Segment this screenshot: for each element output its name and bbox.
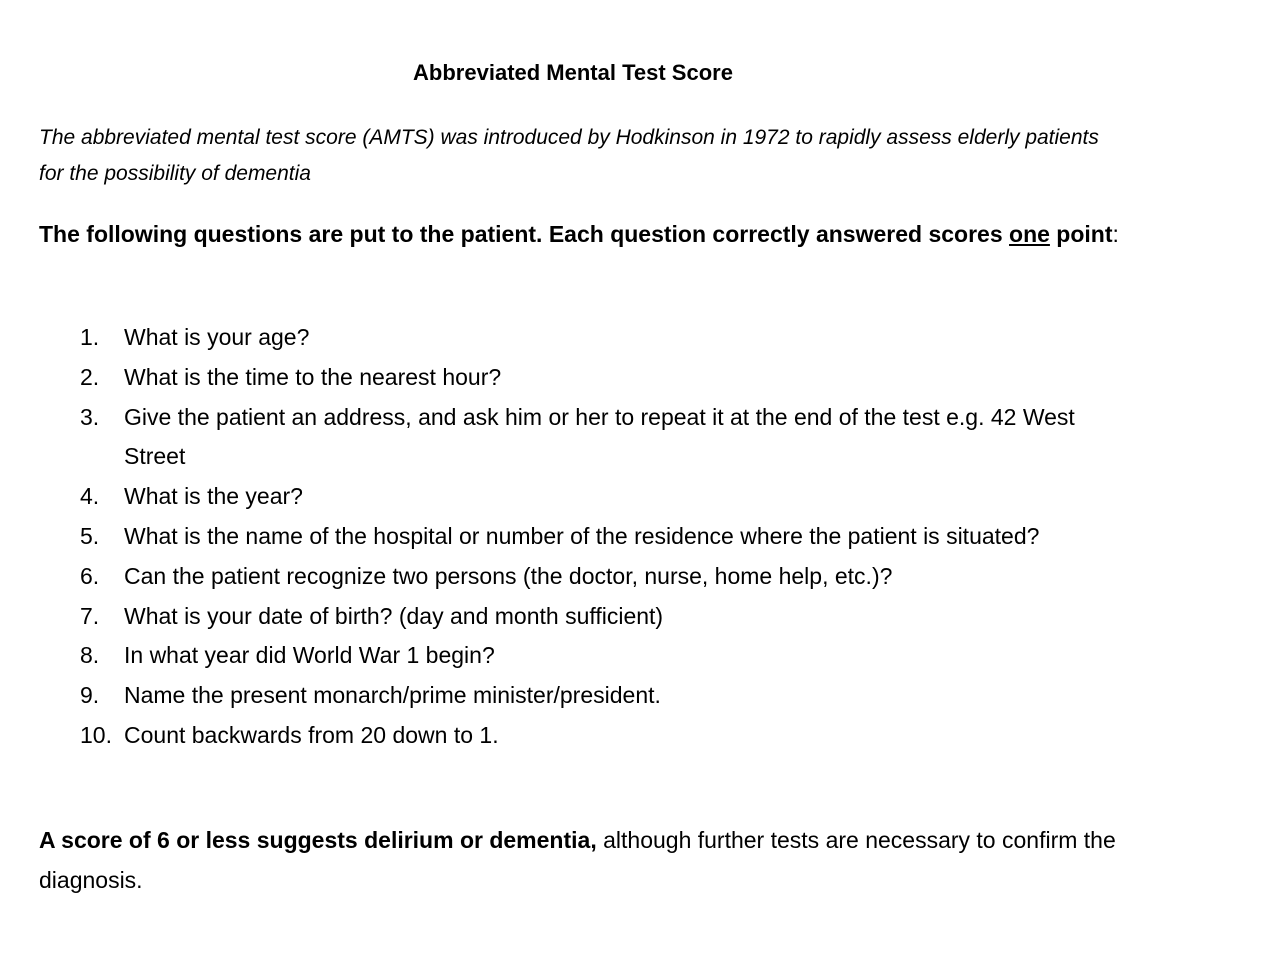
question-item [80, 557, 1080, 597]
question-text: What is the year? [124, 483, 303, 510]
question-text: What is your date of birth? (day and month sufficient) [124, 602, 664, 629]
question-item [80, 358, 1080, 398]
conclusion-text: although further tests are necessary to confirm the diagnosis. [39, 827, 1116, 893]
question-item [80, 517, 1080, 557]
question-number: 4. [80, 483, 100, 510]
question-text: Give the patient an address, and ask him or her to repeat it at the end of the test e.g. 42 West Street [124, 403, 1075, 470]
question-text: Count backwards from 20 down to 1. [124, 721, 499, 748]
question-item [80, 318, 1080, 358]
question-number: 9. [80, 682, 100, 709]
question-text: What is the time to the nearest hour? [124, 363, 502, 390]
question-number: 6. [80, 562, 100, 589]
question-text: What is your age? [124, 324, 310, 350]
instructions-text-end: point [1049, 221, 1113, 247]
question-text: In what year did World War 1 begin? [124, 642, 495, 669]
question-number: 3. [80, 403, 100, 430]
question-item [80, 636, 1080, 676]
question-item [80, 716, 1080, 756]
conclusion-paragraph [39, 820, 1119, 900]
instructions-paragraph [39, 214, 1119, 254]
question-number: 1. [80, 324, 100, 350]
question-list [80, 318, 1080, 756]
intro-paragraph: The abbreviated mental test score (AMTS) was introduced by Hodkinson in 1972 to rapidly assess elderly patients for the possibility of dementia [39, 126, 1099, 185]
document-title: Abbreviated Mental Test Score [413, 60, 733, 85]
question-number: 2. [80, 363, 100, 390]
question-number: 7. [80, 602, 100, 629]
question-text: Can the patient recognize two persons (the doctor, nurse, home help, etc.)? [124, 562, 893, 589]
question-text: What is the name of the hospital or number of the residence where the patient is situated? [124, 522, 1040, 549]
instructions-text: The following questions are put to the patient. Each question correctly answered scores [39, 221, 1010, 247]
question-item [80, 398, 1080, 478]
instructions-colon: : [1112, 221, 1119, 247]
instructions-underlined-word: one [1009, 221, 1050, 247]
question-number: 10. [80, 721, 112, 748]
question-item [80, 676, 1080, 716]
conclusion-bold-text: A score of 6 or less suggests delirium or dementia, [39, 827, 597, 853]
question-number: 5. [80, 522, 100, 549]
question-text: Name the present monarch/prime minister/president. [124, 682, 661, 709]
question-item [80, 597, 1080, 637]
question-number: 8. [80, 642, 100, 669]
question-item [80, 477, 1080, 517]
